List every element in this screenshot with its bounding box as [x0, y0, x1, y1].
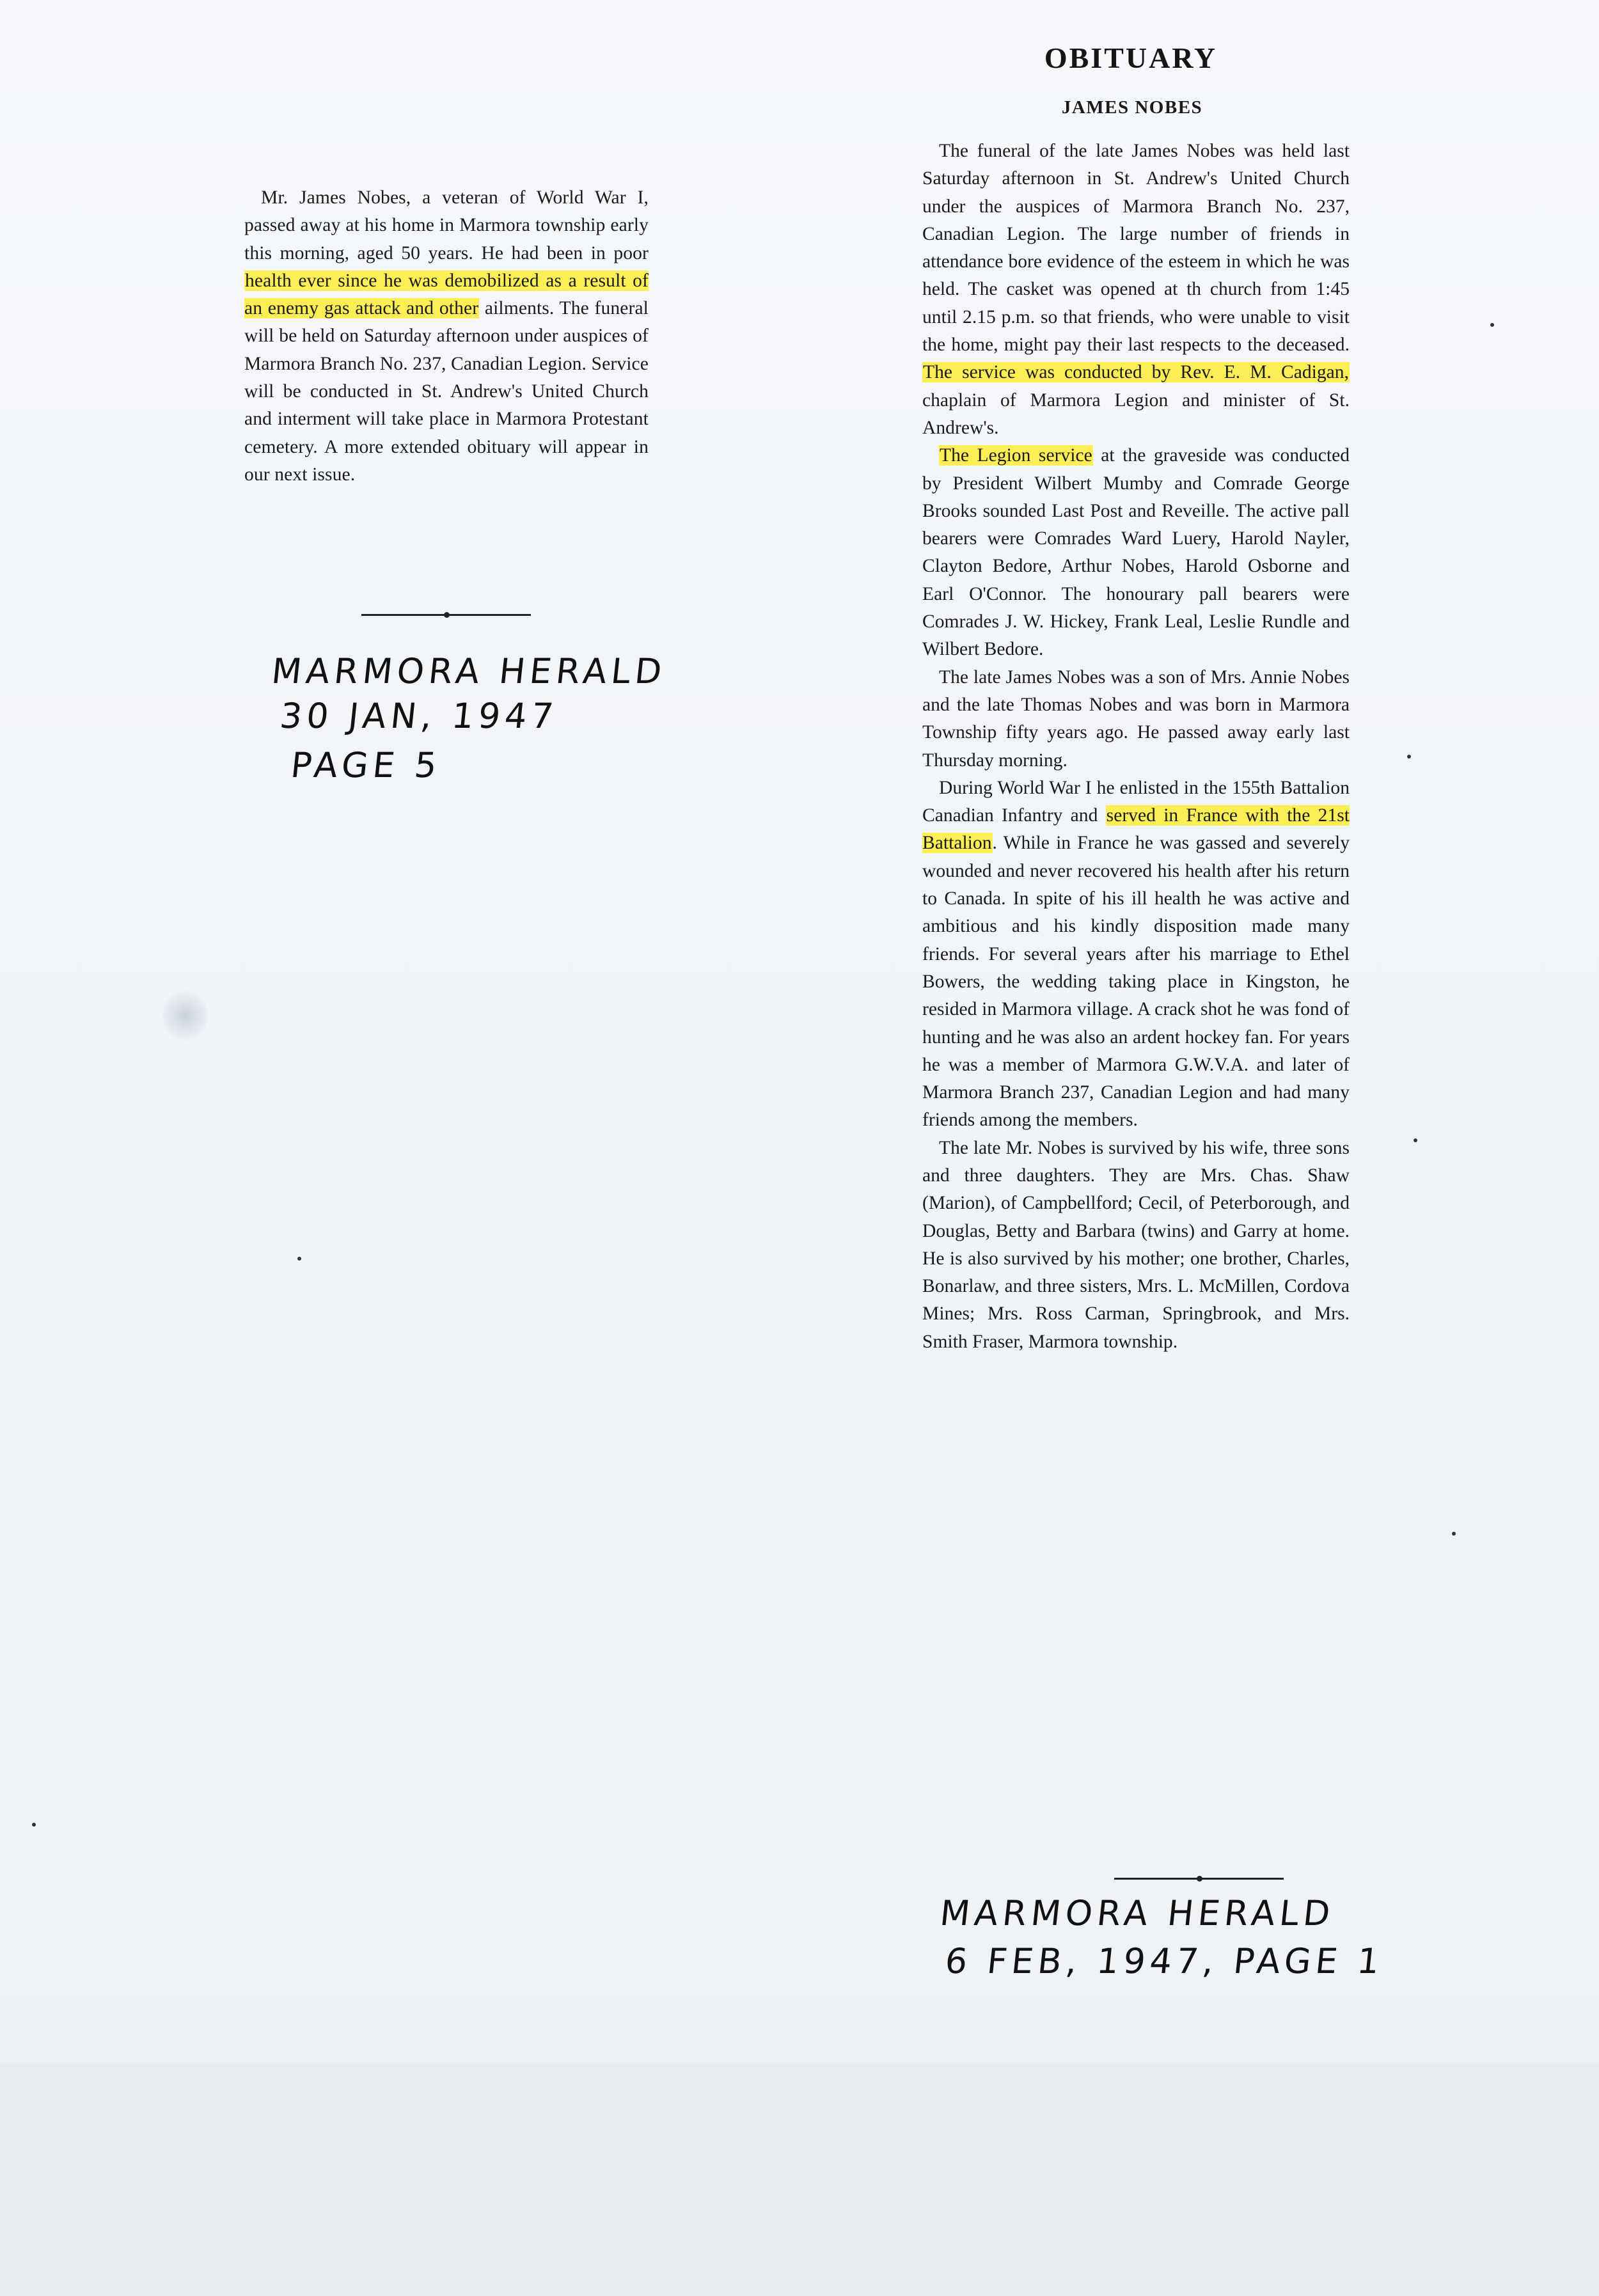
highlighter-mark: The Legion service — [940, 445, 1092, 466]
handwritten-source-line2: 30 JAN, 1947 — [278, 696, 560, 736]
handwritten-source-line3: PAGE 5 — [288, 745, 443, 785]
highlighter-mark: health ever since he was demobilized as a result of an enemy gas attack and other — [244, 270, 649, 319]
scan-speck — [32, 1823, 36, 1827]
highlighter-mark: served in France with the 21st Battalion — [922, 805, 1350, 854]
clipping-end-rule — [361, 614, 531, 616]
paper-smudge — [163, 990, 208, 1041]
obituary-end-rule — [1114, 1878, 1284, 1880]
obituary-paragraph-service: During World War I he enlisted in the 155th Battalion Canadian Infantry and served in France with the 21st Battalion. While in France he was gassed and severely wounded and never recovered his health after his return to Canada. In spite of his ill health he was active and ambitious and his kindly disposition made many friends. For several years after his marriage to Ethel Bowers, the wedding taking place in Kingston, he resided in Marmora village. A crack shot he was fond of hunting and he was also an ardent hockey fan. For years he was a member of Marmora G.W.V.A. and later of Marmora Branch 237, Canadian Legion and had many friends among the members. — [922, 777, 1350, 1131]
handwritten-source-line2-right: 6 FEB, 1947, PAGE 1 — [943, 1941, 1386, 1981]
scan-speck — [1407, 755, 1411, 759]
obituary-paragraph-funeral: The funeral of the late James Nobes was held last Saturday afternoon in St. Andrew's United Church under the auspices of Marmora Branch No. 237, Canadian Legion. The large number of friends in attendance bore evidence of the esteem in which he was held. The casket was opened at th church from 1:45 until 2.15 p.m. so that friends, who were unable to visit the home, might pay their last respects to the deceased. The service was conducted by Rev. E. M. Cadigan, chaplain of Marmora Legion and minister of St. Andrew's. — [922, 141, 1350, 438]
handwritten-source-line1: MARMORA HERALD — [269, 651, 668, 691]
highlighter-mark: The service was conducted by Rev. E. M. Cadigan, — [923, 362, 1349, 383]
obituary-paragraph-survivors: The late Mr. Nobes is survived by his wife, three sons and three daughters. They are Mrs. Chas. Shaw (Marion), of Campbellford; Cecil, of Peterborough, and Douglas, Betty and Barbara (twins) and Garry at home. He is also survived by his mother; one brother, Charles, Bonarlaw, and three sisters, Mrs. L. McMillen, Cordova Mines; Mrs. Ross Carman, Springbrook, and Mrs. Smith Fraser, Marmora township. — [922, 1137, 1350, 1352]
scan-bottom-shade — [0, 2063, 1599, 2296]
scan-speck — [1490, 323, 1494, 327]
obituary-masthead: OBITUARY — [1044, 42, 1218, 74]
obituary-article — [922, 138, 1350, 1356]
handwritten-source-line1-right: MARMORA HERALD — [938, 1893, 1337, 1933]
scan-speck — [1452, 1532, 1456, 1536]
obituary-name-heading: JAMES NOBES — [1061, 97, 1203, 118]
obituary-paragraph-legion: The Legion service at the graveside was conducted by President Wilbert Mumby and Comrade George Brooks sounded Last Post and Reveille. The active pall bearers were Comrades Ward Luery, Harold Nayler, Clayton Bedore, Arthur Nobes, Harold Osborne and Earl O'Connor. The honourary pall bearers were Comrades J. W. Hickey, Frank Leal, Leslie Rundle and Wilbert Bedore. — [922, 445, 1350, 660]
obituary-paragraph-family: The late James Nobes was a son of Mrs. Annie Nobes and the late Thomas Nobes and was born in Marmora Township fifty years ago. He passed away early last Thursday morning. — [922, 666, 1350, 771]
scan-speck — [297, 1257, 301, 1261]
death-notice-text: Mr. James Nobes, a veteran of World War I, passed away at his home in Marmora township early this morning, aged 50 years. He had been in poor health ever since he was demobilized as a result of an enemy gas attack and other ailments. The funeral will be held on Saturday afternoon under auspices of Marmora Branch No. 237, Canadian Legion. Service will be conducted in St. Andrew's United Church and interment will take place in Marmora Protestant cemetery. A more extended obituary will appear in our next issue. — [244, 187, 649, 485]
death-notice-clipping — [244, 184, 649, 489]
scan-speck — [1414, 1138, 1417, 1142]
